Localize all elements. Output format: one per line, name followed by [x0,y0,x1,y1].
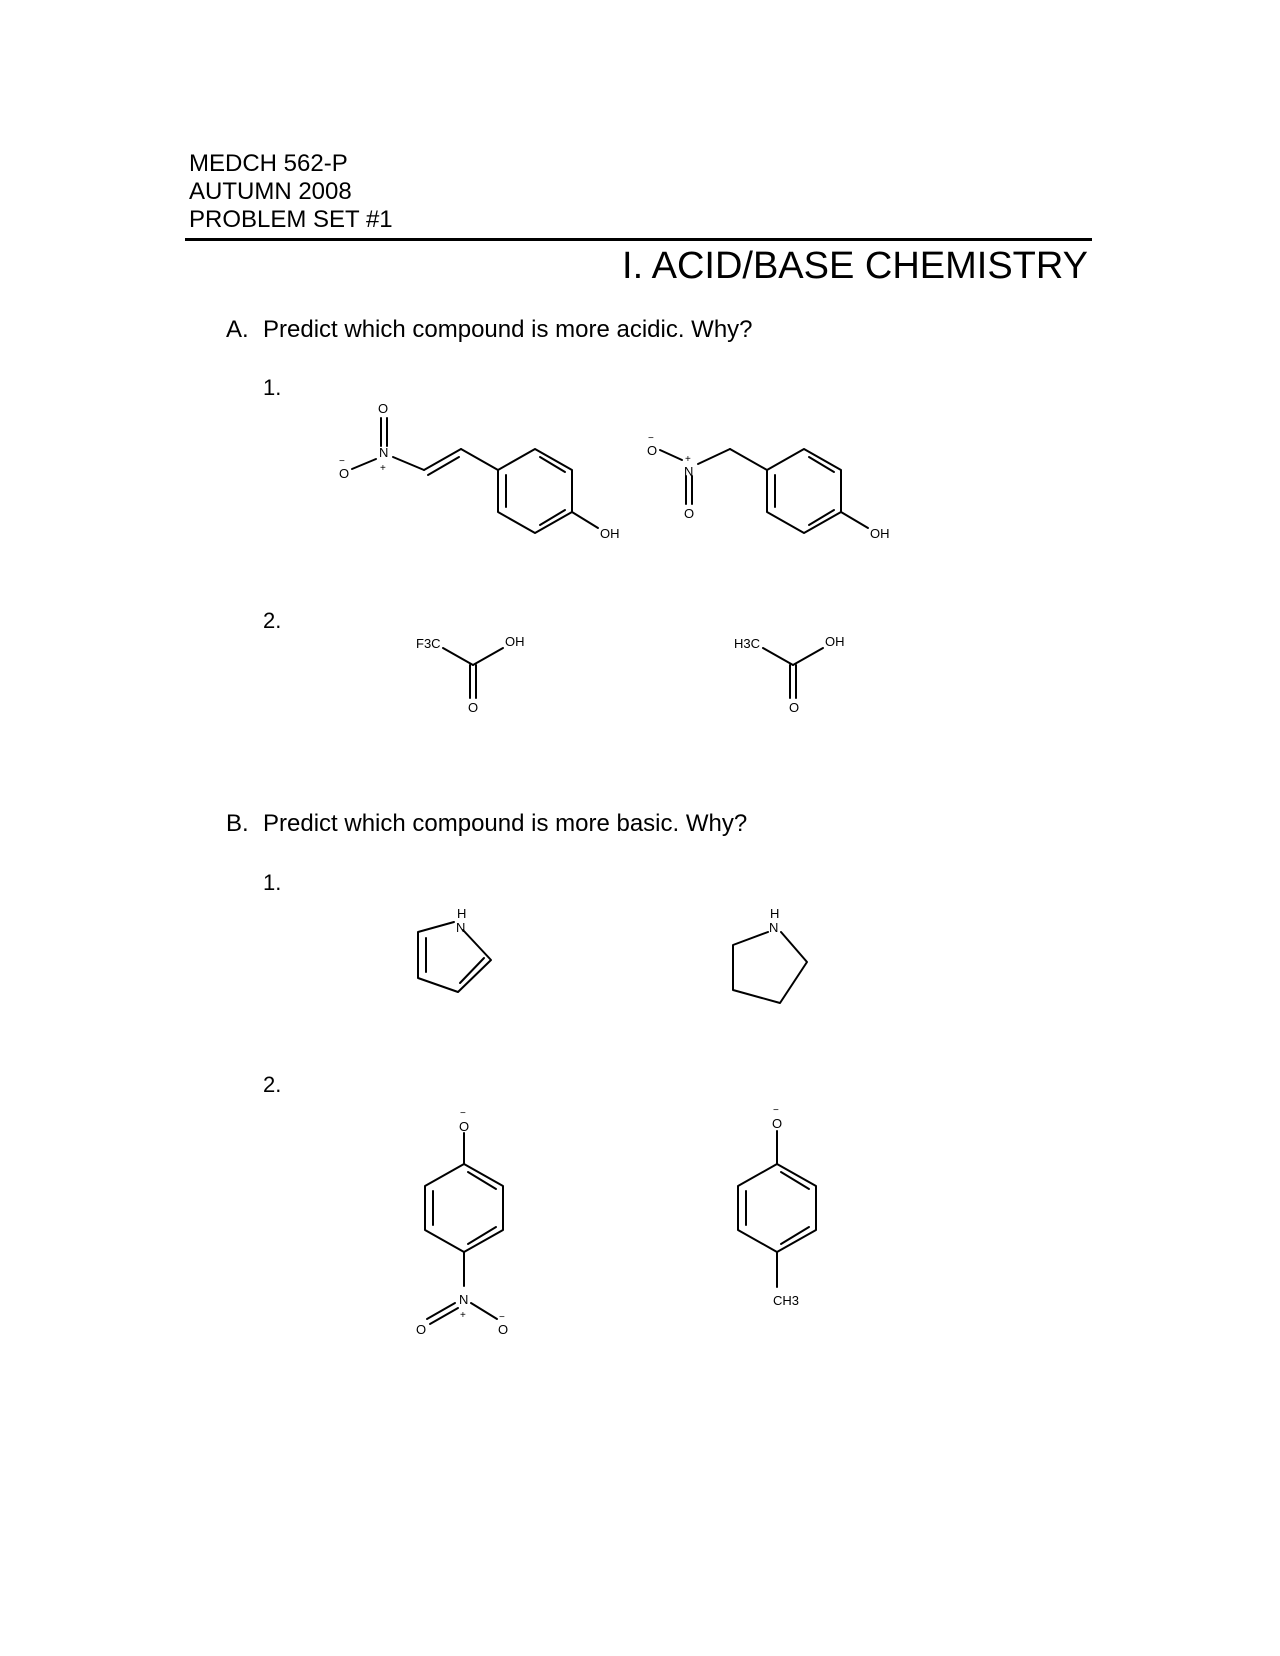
c-oh-bond [793,648,823,665]
term: AUTUMN 2008 [189,178,352,205]
c-n-bond [698,449,730,464]
atom-h: H [457,906,467,921]
structure-acetic-acid [734,634,845,715]
group-f3c: F3C [416,636,441,651]
question-a-text: Predict which compound is more acidic. Why? [263,316,753,343]
structure-methylphenoxide [738,1105,816,1308]
pyrrole-ring [418,922,491,992]
structure-nitrovinyl-phenol [339,401,620,541]
section-title: I. ACID/BASE CHEMISTRY [622,245,1088,287]
atom-o: O [416,1322,427,1337]
c-oh-bond [841,512,868,528]
question-a-item-2-number: 2. [263,608,282,633]
benzene-ring-a1-left [498,449,572,533]
question-a-item-1-number: 1. [263,375,282,400]
charge-plus: + [460,1310,466,1321]
atom-o-minus: O [339,466,350,481]
vinyl-bond [461,449,498,470]
charge-minus: − [648,433,654,444]
ch3-c-bond [763,648,793,665]
cf3-c-bond [443,648,473,665]
benzene-ring-b2-right [738,1164,816,1252]
atom-o-minus: O [459,1119,470,1134]
structure-pyrrole [418,906,491,992]
atom-o-minus: O [772,1116,783,1131]
question-b-text: Predict which compound is more basic. Why? [263,810,748,837]
charge-minus: − [773,1105,779,1116]
n-o-single-bond [352,459,376,469]
question-b-item-2-number: 2. [263,1072,282,1097]
question-b-item-1-number: 1. [263,870,282,895]
atom-o-minus: O [647,443,658,458]
atom-oh: OH [825,634,845,649]
charge-minus: − [460,1108,466,1119]
ch2-bond [730,449,767,470]
atom-o: O [378,401,389,416]
atom-n: N [459,1292,469,1307]
charge-minus: − [499,1312,505,1323]
c-oh-bond [572,512,598,528]
atom-o: O [468,700,479,715]
structure-pyrrolidine [733,906,807,1003]
atom-n: N [769,920,779,935]
atom-n: N [456,920,466,935]
atom-oh: OH [505,634,525,649]
group-h3c: H3C [734,636,761,651]
atom-n: N [379,445,389,460]
c-oh-bond [473,648,503,665]
atom-o-minus: O [498,1322,509,1337]
atom-oh: OH [870,526,890,541]
course-code: MEDCH 562-P [189,150,348,177]
n-o-single-bond [471,1303,497,1319]
question-a-label: A. [226,316,249,343]
charge-minus: − [339,456,345,467]
problem-set: PROBLEM SET #1 [189,206,393,233]
structure-nitromethyl-phenol [647,433,890,541]
n-c-bond [393,457,424,470]
charge-plus: + [380,463,386,474]
atom-o: O [684,506,695,521]
n-o-single-bond [660,450,682,460]
atom-oh: OH [600,526,620,541]
group-ch3: CH3 [773,1293,800,1308]
atom-h: H [770,906,780,921]
benzene-ring-b2-left [425,1164,503,1252]
structure-nitrophenoxide [416,1108,508,1337]
charge-plus: + [685,454,691,465]
atom-o: O [789,700,800,715]
question-b-label: B. [226,810,249,837]
structure-trifluoroacetic-acid [416,634,525,715]
atom-n: N [684,464,694,479]
benzene-ring-a1-right [767,449,841,533]
pyrrolidine-ring [733,932,807,1003]
